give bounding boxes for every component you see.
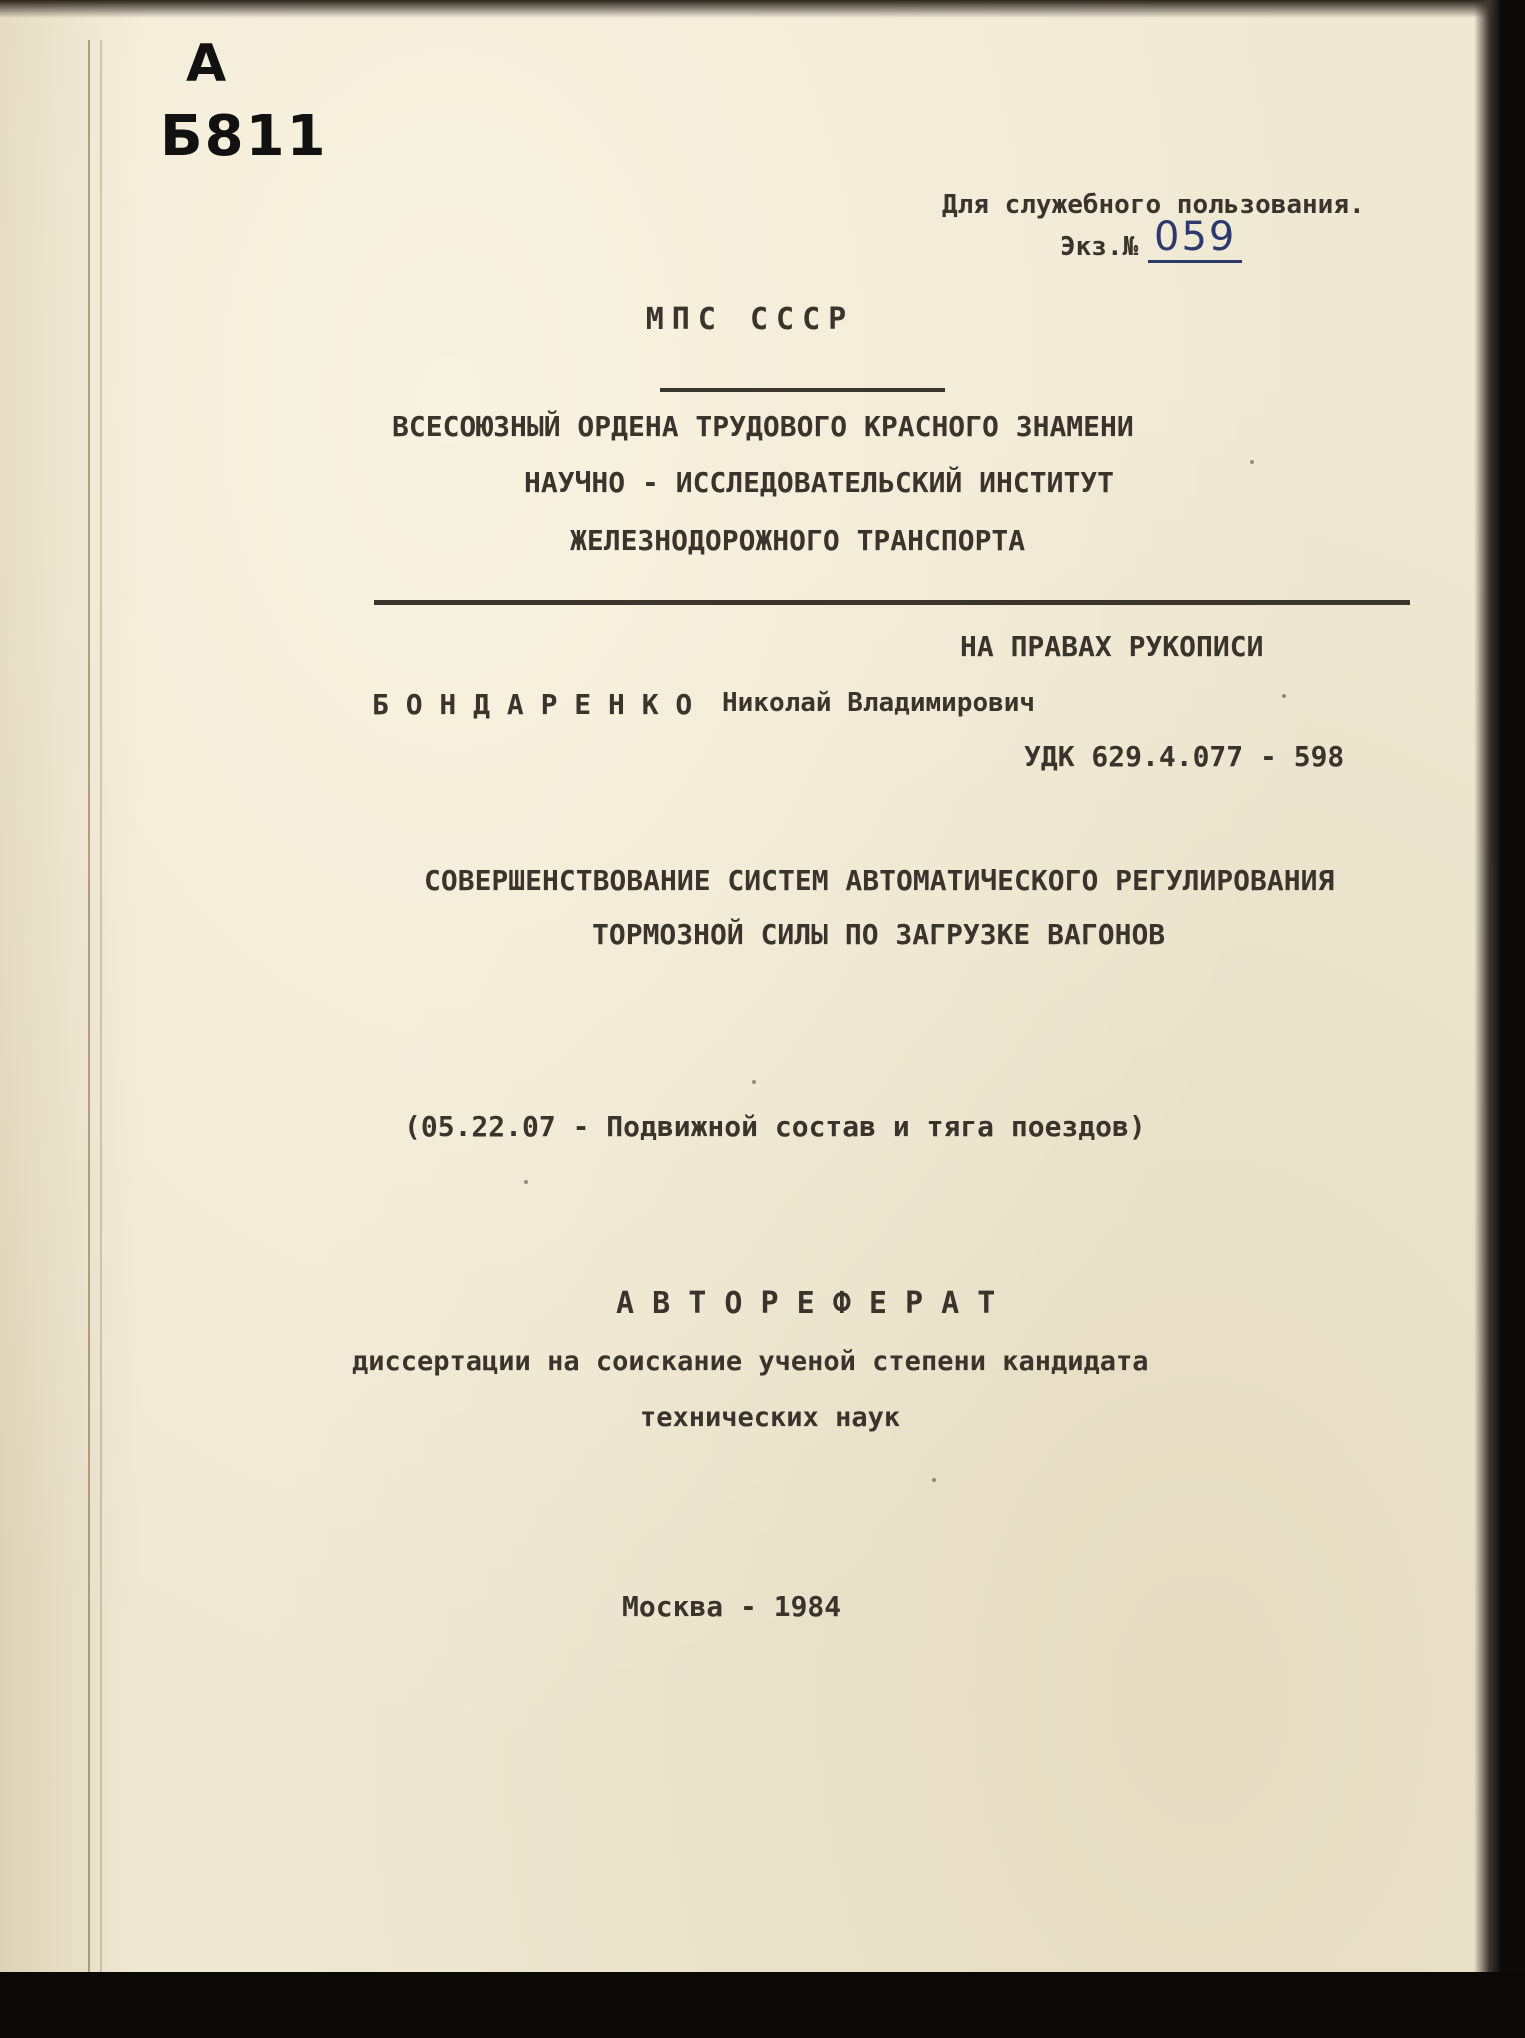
place-and-year: Москва - 1984 xyxy=(622,1590,842,1623)
institute-line-1: ВСЕСОЮЗНЫЙ ОРДЕНА ТРУДОВОГО КРАСНОГО ЗНАМЕНИ xyxy=(392,410,1134,443)
binding-fold-line-secondary xyxy=(100,40,102,1980)
section-divider xyxy=(374,600,1410,605)
scan-speck xyxy=(752,1080,756,1084)
document-type: А В Т О Р Е Ф Е Р А Т xyxy=(616,1286,996,1321)
scan-right-edge xyxy=(1474,0,1500,2000)
copy-number: 059 xyxy=(1148,214,1242,263)
restriction-notice: Для служебного пользования. xyxy=(942,190,1365,220)
institute-line-3: ЖЕЛЕЗНОДОРОЖНОГО ТРАНСПОРТА xyxy=(570,524,1026,557)
handwritten-mark-letter: А xyxy=(186,34,229,94)
title-line-1: СОВЕРШЕНСТВОВАНИЕ СИСТЕМ АВТОМАТИЧЕСКОГО РЕГУЛИРОВАНИЯ xyxy=(424,864,1335,897)
degree-line-1: диссертации на соискание ученой степени кандидата xyxy=(352,1346,1149,1377)
author-surname: Б О Н Д А Р Е Н К О xyxy=(372,688,693,721)
degree-line-2: технических наук xyxy=(640,1402,901,1433)
scan-speck xyxy=(1282,694,1286,698)
handwritten-call-number: Б811 xyxy=(160,104,328,169)
ministry-underline xyxy=(660,388,945,392)
ministry-name: МПС СССР xyxy=(645,302,855,337)
author-given-name: Николай Владимирович xyxy=(722,688,1036,718)
binding-fold-line xyxy=(88,40,90,1980)
manuscript-note: НА ПРАВАХ РУКОПИСИ xyxy=(960,630,1264,663)
specialty-code: (05.22.07 - Подвижной состав и тяга поездов) xyxy=(404,1110,1146,1143)
scan-speck xyxy=(524,1180,528,1184)
scan-speck xyxy=(1250,460,1254,464)
scan-bottom-border xyxy=(0,1972,1525,2038)
institute-line-2: НАУЧНО - ИССЛЕДОВАТЕЛЬСКИЙ ИНСТИТУТ xyxy=(524,466,1115,499)
copy-label: Экз.№ xyxy=(1060,232,1139,262)
title-line-2: ТОРМОЗНОЙ СИЛЫ ПО ЗАГРУЗКЕ ВАГОНОВ xyxy=(592,918,1166,951)
scan-speck xyxy=(932,1478,936,1482)
scan-top-edge xyxy=(0,0,1500,18)
udc-code: УДК 629.4.077 - 598 xyxy=(1024,740,1345,773)
